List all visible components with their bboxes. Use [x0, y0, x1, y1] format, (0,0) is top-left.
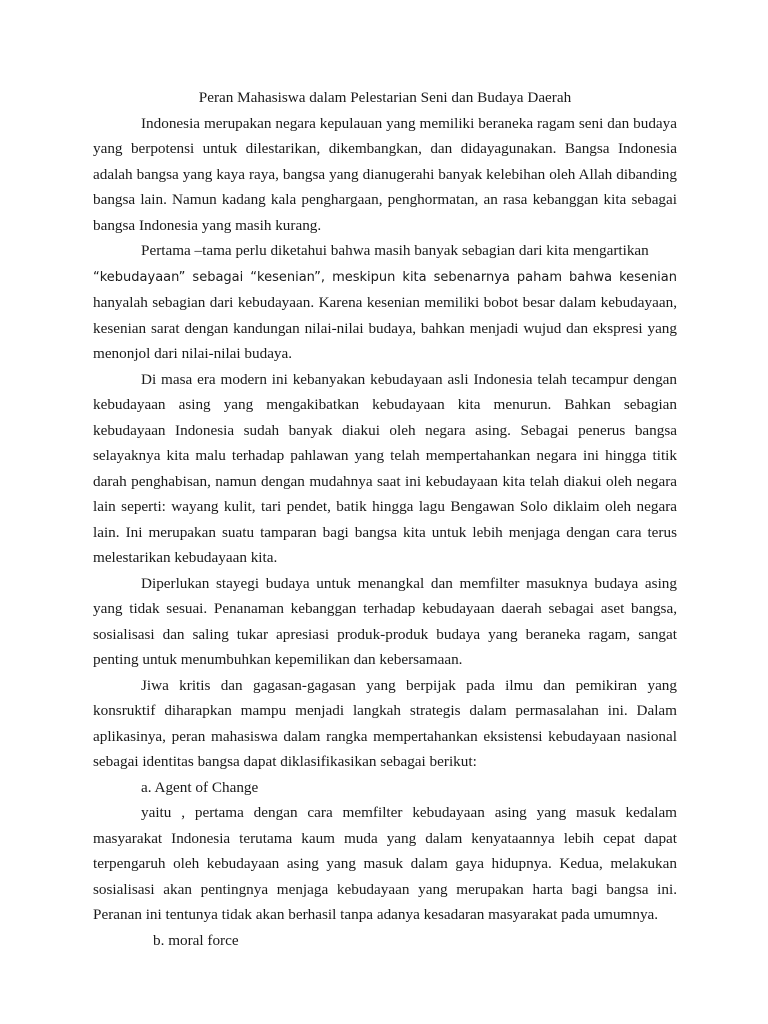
- paragraph-kebudayaan-rest: hanyalah sebagian dari kebudayaan. Karena kesenian memiliki bobot besar dalam kebudayaan, kesenian sarat dengan kandungan nilai-nilai budaya, bahkan menjadi wujud dan ekspresi yang menonjol dari nilai-nilai budaya.: [93, 294, 677, 362]
- paragraph-kebudayaan-line1: Pertama –tama perlu diketahui bahwa masih banyak sebagian dari kita mengartikan: [141, 242, 649, 259]
- paragraph-kebudayaan-line2: “kebudayaan” sebagai “kesenian”, meskipun kita sebenarnya paham bahwa kesenian: [93, 269, 677, 285]
- paragraph-strategy: Diperlukan stayegi budaya untuk menangkal dan memfilter masuknya budaya asing yang tidak sesuai. Penanaman kebanggan terhadap kebudayaan daerah sebagai aset bangsa, sosialisasi dan saling tukar apresiasi produk-produk budaya yang beraneka ragam, sangat penting untuk menumbuhkan kepemilikan dan kebersamaan.: [93, 574, 677, 668]
- paragraph-intro: Indonesia merupakan negara kepulauan yang memiliki beraneka ragam seni dan budaya yang berpotensi untuk dilestarikan, dikembangkan, dan didayagunakan. Bangsa Indonesia adalah bangsa yang kaya raya, bangsa yang dianugerahi banyak kelebihan oleh Allah dibanding bangsa lain. Namun kadang kala penghargaan, penghormatan, an rasa kebanggan kita sebagai bangsa Indonesia yang masih kurang.: [93, 114, 677, 234]
- list-item-a-text: yaitu , pertama dengan cara memfilter kebudayaan asing yang masuk kedalam masyarakat Indonesia terutama kaum muda yang dalam kenyataannya lebih cepat dapat terpengaruh oleh kebudayaan asing yang masuk dalam gaya hidupnya. Kedua, melakukan sosialisasi akan pentingnya menjaga kebudayaan yang merupakan harta bagi bangsa ini. Peranan ini tentunya tidak akan berhasil tanpa adanya kesadaran masyarakat pada umumnya.: [93, 804, 677, 923]
- document-body: [93, 85, 677, 953]
- paragraph-critical-thinking: Jiwa kritis dan gagasan-gagasan yang berpijak pada ilmu dan pemikiran yang konsruktif diharapkan mampu menjadi langkah strategis dalam permasalahan ini. Dalam aplikasinya, peran mahasiswa dalam rangka mempertahankan eksistensi kebudayaan nasional sebagai identitas bangsa dapat diklasifikasikan sebagai berikut:: [93, 676, 677, 770]
- list-item-a-heading: a. Agent of Change: [141, 778, 259, 796]
- paragraph-modern-era: Di masa era modern ini kebanyakan kebudayaan asli Indonesia telah tecampur dengan kebudayaan asing yang mengakibatkan kebudayaan kita menurun. Bahkan sebagian kebudayaan Indonesia sudah banyak diakui oleh negara asing. Sebagai penerus bangsa selayaknya kita malu terhadap pahlawan yang telah mempertahankan negara ini hingga titik darah penghabisan, namun dengan mudahnya saat ini kebudayaan kita telah diakui oleh negara lain seperti: wayang kulit, tari pendet, batik hingga lagu Bengawan Solo diklaim oleh negara lain. Ini merupakan suatu tamparan bagi bangsa kita untuk lebih menjaga dengan cara terus melestarikan kebudayaan kita.: [93, 370, 677, 566]
- list-item-b-heading: b. moral force: [153, 931, 239, 949]
- paragraph-kebudayaan: [93, 238, 677, 367]
- document-title: Peran Mahasiswa dalam Pelestarian Seni dan Budaya Daerah: [198, 89, 572, 106]
